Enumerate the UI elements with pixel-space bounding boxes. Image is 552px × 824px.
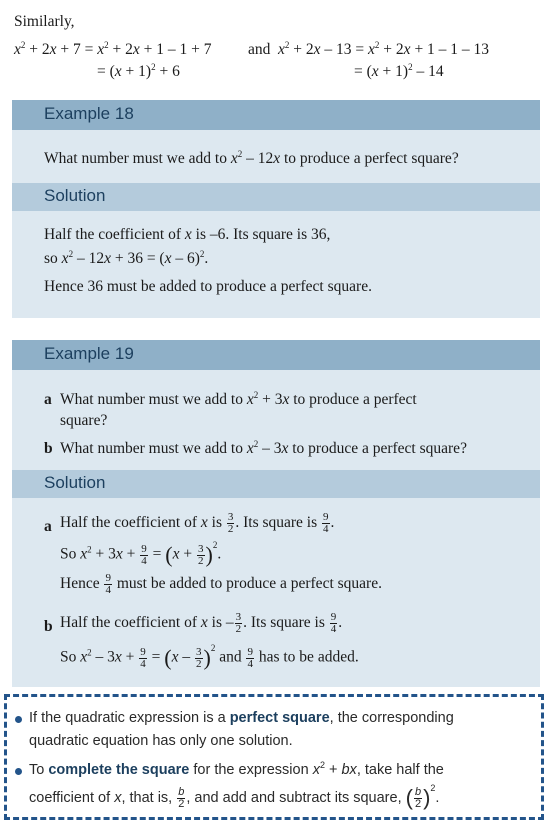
key-points-box <box>4 694 544 820</box>
example-18-solution-header <box>12 183 540 211</box>
example-19-qa-line2: square? <box>60 412 108 429</box>
example-19-sa-line1: Half the coefficient of x is $\frac{3}{2}$ . Its square is $\frac{9}{4}$ . <box>60 511 335 535</box>
intro-line1-left: $x^2 + 2x + 7 = x^2 + 2x + 1 - 1 + 7$ <box>14 39 212 58</box>
example-18-sol-line1: Half the coefficient of x is –6. Its square is 36, <box>44 226 331 243</box>
example-18-solution-title: Solution <box>44 186 106 205</box>
example-19-qa-line1: What number must we add to $x^2 + 3x$ to produce a perfect <box>60 389 417 408</box>
example-19-sa-line2: So $x^2 + 3x$ + $\frac{9}{4}$ = (x + $\frac{3}{2}$ )$^2$. <box>60 540 222 567</box>
bullet-2-icon <box>15 768 22 775</box>
example-18-sol-line3: Hence 36 must be added to produce a perfect square. <box>44 278 372 295</box>
example-19-qb-letter: b <box>44 440 53 457</box>
note-bullet-2-line1: To complete the square for the expression $x^2$ + bx, take half the <box>29 760 444 778</box>
example-19-sa-letter: a <box>44 518 52 535</box>
example-19-solution-header <box>12 470 540 498</box>
note-bullet-1-line1: If the quadratic expression is a perfect square, the corresponding <box>29 710 454 726</box>
example-19-title: Example 19 <box>44 344 134 363</box>
example-19-solution-title: Solution <box>44 473 106 492</box>
example-19-header <box>12 340 540 370</box>
note-bullet-2-line2: coefficient of x, that is, $\frac{b}{2}$ , and add and subtract its square, ( $\frac{b}{2}$ )$^2$. <box>29 783 440 810</box>
example-19-sb-line1: Half the coefficient of x is – $\frac{3}{2}$ . Its square is $\frac{9}{4}$ . <box>60 611 343 635</box>
example-19-sb-line2: So $x^2 - 3x$ + $\frac{9}{4}$ = (x – $\frac{3}{2}$ )$^2$ and $\frac{9}{4}$ has to be added. <box>60 643 359 670</box>
intro-line2-right: = $(x + 1)^2 - 14$ <box>354 61 444 80</box>
intro-line2-left: = $(x + 1)^2 + 6$ <box>97 61 180 80</box>
example-19-qa-letter: a <box>44 391 52 408</box>
intro-line1-right: $x^2 + 2x - 13 = x^2 + 2x + 1 - 1 - 13$ <box>278 39 490 58</box>
example-18-header <box>12 100 540 130</box>
example-18-sol-line2: so $x^2 - 12x + 36 = (x - 6)^2$. <box>44 248 209 267</box>
example-19-sa-line3: Hence $\frac{9}{4}$ must be added to produce a perfect square. <box>60 572 382 596</box>
intro-similarly: Similarly, <box>14 13 75 30</box>
intro-and: and <box>248 41 271 58</box>
note-bullet-1-line2: quadratic equation has only one solution. <box>29 733 293 749</box>
example-19-qb-text: What number must we add to $x^2 - 3x$ to produce a perfect square? <box>60 438 467 457</box>
example-18-question: What number must we add to $x^2 - 12x$ to produce a perfect square? <box>44 148 459 167</box>
example-19-sb-letter: b <box>44 618 53 635</box>
example-18-title: Example 18 <box>44 104 134 123</box>
bullet-1-icon <box>15 716 22 723</box>
